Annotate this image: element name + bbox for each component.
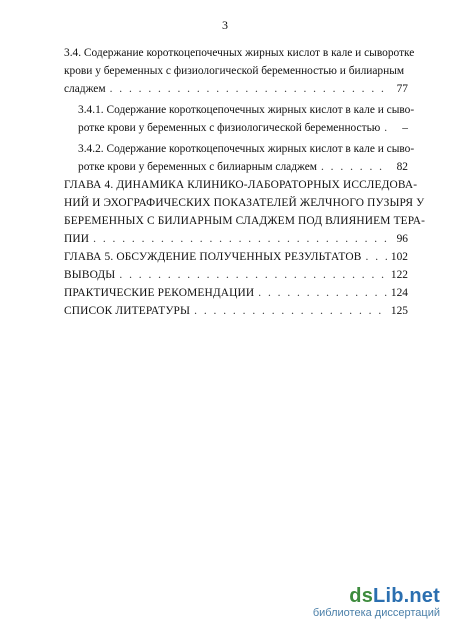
toc-entry-chapter-4 <box>64 176 426 248</box>
dot-leader <box>110 80 388 98</box>
toc-entry-3-4-1 <box>78 101 415 137</box>
toc-entry-text-line: 3.4.1. Содержание короткоцепочечных жирных кислот в кале и сыво- <box>78 104 415 116</box>
toc-entry-last-line <box>78 158 408 176</box>
toc-entry-text-line: крови у беременных с физиологической беременностью и билиарным <box>64 65 405 77</box>
toc-page-number: 77 <box>396 83 408 95</box>
toc-entry-text-line: ПИИ <box>64 233 90 245</box>
page-number: 3 <box>222 18 228 32</box>
toc-entry-text-line: БЕРЕМЕННЫХ С БИЛИАРНЫМ СЛАДЖЕМ ПОД ВЛИЯНИЕМ ТЕРА- <box>64 215 426 227</box>
dot-leader <box>119 266 387 284</box>
toc-entry-conclusions <box>64 266 408 284</box>
dot-leader <box>194 302 387 320</box>
toc-entry-text-line: НИЙ И ЭХОГРАФИЧЕСКИХ ПОКАЗАТЕЛЕЙ ЖЕЛЧНОГО ПУЗЫРЯ У <box>64 197 425 209</box>
toc-page-number: 82 <box>396 161 408 173</box>
toc-page-number: 96 <box>396 233 408 245</box>
dot-leader <box>258 284 387 302</box>
toc-entry-text-line: ПРАКТИЧЕСКИЕ РЕКОМЕНДАЦИИ <box>64 287 255 299</box>
toc-entry-last-line <box>64 248 408 266</box>
toc-entry-text-line: сладжем <box>64 83 106 95</box>
toc-entry-text-line: ГЛАВА 4. ДИНАМИКА КЛИНИКО-ЛАБОРАТОРНЫХ ИССЛЕДОВА- <box>64 179 418 191</box>
toc-page-number: 122 <box>390 269 408 281</box>
toc-page-number: 125 <box>390 305 408 317</box>
dslib-tagline: библиотека диссертаций <box>312 607 440 619</box>
dslib-watermark <box>290 585 440 623</box>
toc-entry-text-line: ротке крови у беременных с билиарным сладжем <box>78 161 317 173</box>
logo-suffix: Lib.net <box>373 585 440 607</box>
toc-entry-last-line <box>64 302 408 320</box>
toc-entry-last-line <box>64 284 408 302</box>
dot-leader <box>321 158 388 176</box>
toc-entry-text-line: 3.4.2. Содержание короткоцепочечных жирных кислот в кале и сыво- <box>78 143 415 155</box>
dot-leader <box>384 119 388 137</box>
toc-entry-3-4 <box>64 44 415 98</box>
toc-entry-text-line: 3.4. Содержание короткоцепочечных жирных кислот в кале и сыворотке <box>64 47 415 59</box>
toc-page-number: 102 <box>390 251 408 263</box>
toc-entry-chapter-5 <box>64 248 408 266</box>
toc-entry-references <box>64 302 408 320</box>
toc-entry-last-line <box>78 119 408 137</box>
dot-leader <box>93 230 388 248</box>
toc-entry-text-line: СПИСОК ЛИТЕРАТУРЫ <box>64 305 191 317</box>
toc-page-number: 124 <box>390 287 408 299</box>
toc-entry-last-line <box>64 230 408 248</box>
toc-entry-text-line: ротке крови у беременных с физиологической беременностью <box>78 122 381 134</box>
dot-leader <box>366 248 387 266</box>
toc-entry-last-line <box>64 266 408 284</box>
toc-page-number: – <box>402 122 408 134</box>
toc-entry-text-line: ВЫВОДЫ <box>64 269 116 281</box>
toc-entry-recommendations <box>64 284 408 302</box>
logo-prefix: ds <box>349 585 374 607</box>
table-of-contents <box>64 44 426 320</box>
dslib-logo <box>349 585 440 608</box>
toc-entry-3-4-2 <box>78 140 415 176</box>
toc-entry-last-line <box>64 80 408 98</box>
toc-entry-text-line: ГЛАВА 5. ОБСУЖДЕНИЕ ПОЛУЧЕННЫХ РЕЗУЛЬТАТОВ <box>64 251 362 263</box>
